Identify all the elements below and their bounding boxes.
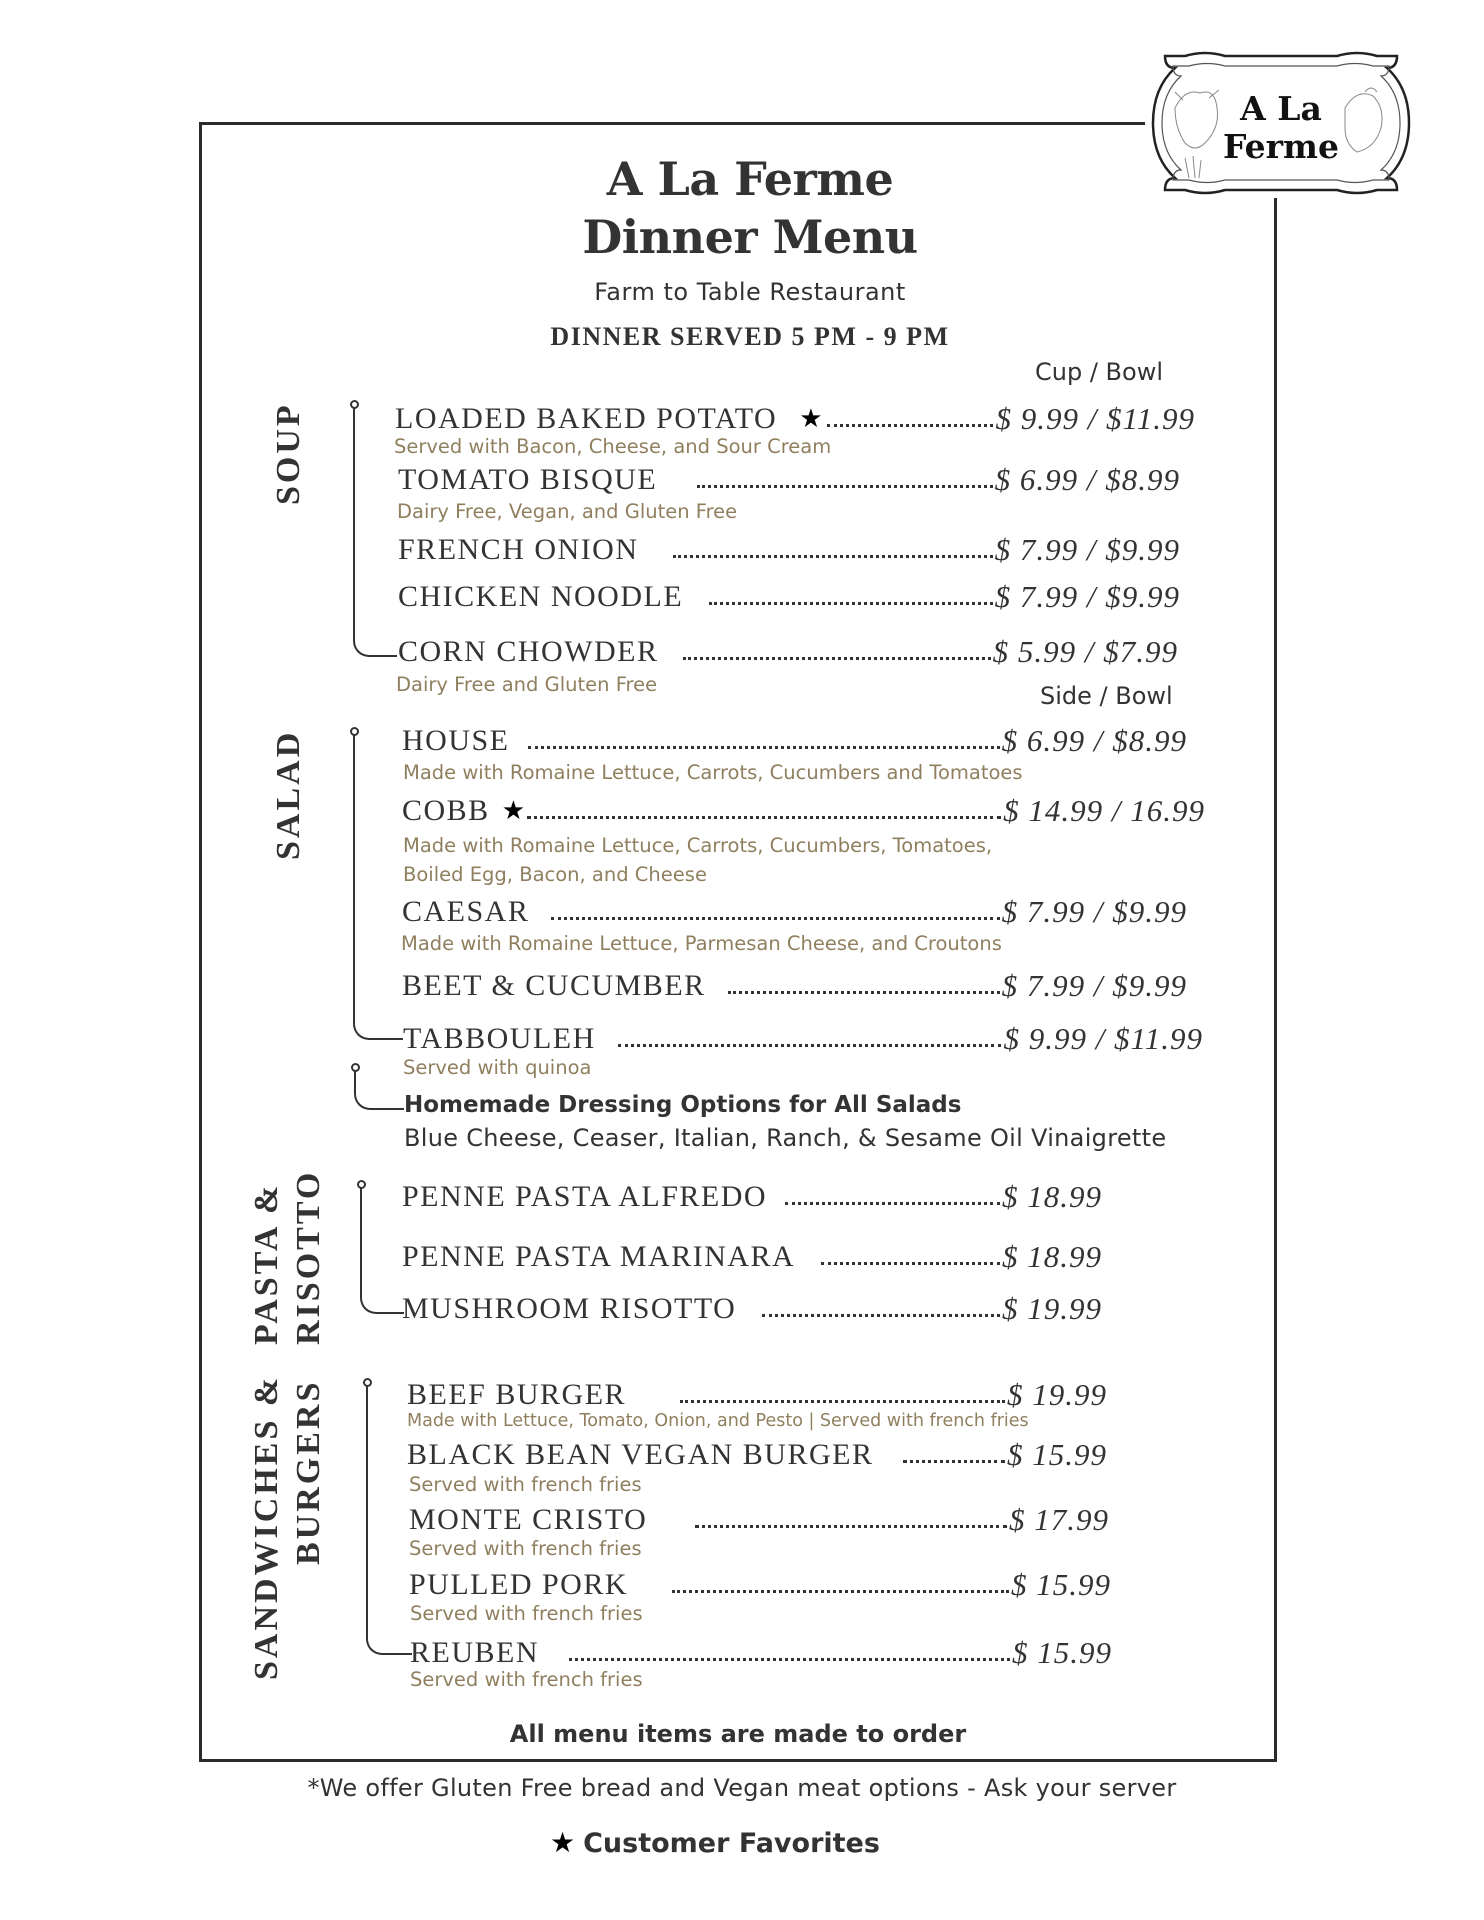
section-label-burgers: BURGERS	[290, 1379, 327, 1565]
item-description: Made with Romaine Lettuce, Carrots, Cucumbers and Tomatoes	[403, 761, 1023, 784]
dot-leader	[618, 1044, 1002, 1047]
item-description: Served with french fries	[409, 1473, 642, 1496]
dot-leader	[673, 555, 993, 558]
item-price: $ 7.99 / $9.99	[994, 532, 1180, 567]
dot-leader	[695, 1525, 1007, 1528]
logo-text	[1205, 90, 1357, 166]
section-label-sandwiches: SANDWICHES &	[248, 1374, 285, 1680]
item-name: CHICKEN NOODLE	[398, 580, 684, 613]
item-price: $ 15.99	[1012, 1635, 1112, 1670]
item-price: $ 19.99	[1007, 1377, 1107, 1412]
item-price: $ 18.99	[1002, 1179, 1102, 1214]
dot-leader	[827, 424, 994, 427]
dot-leader	[821, 1262, 1000, 1265]
menu-item	[402, 794, 1205, 828]
menu-item	[402, 969, 1187, 1003]
item-name: REUBEN	[410, 1636, 539, 1669]
menu-item	[402, 895, 1187, 929]
section-label-risotto: RISOTTO	[290, 1169, 327, 1345]
item-price: $ 19.99	[1002, 1291, 1102, 1326]
favorite-star-icon: ★	[501, 796, 526, 826]
item-name: CAESAR	[402, 895, 530, 928]
dot-leader	[785, 1202, 1000, 1205]
subtitle: Farm to Table Restaurant	[594, 278, 906, 306]
page-title-line-2: Dinner Menu	[582, 210, 918, 264]
dressing-list: Blue Cheese, Ceaser, Italian, Ranch, & Sesame Oil Vinaigrette	[404, 1124, 1167, 1152]
item-name: LOADED BAKED POTATO	[395, 402, 778, 435]
item-price: $ 5.99 / $7.99	[992, 634, 1178, 669]
menu-item	[402, 1180, 1102, 1214]
item-name: MUSHROOM RISOTTO	[402, 1292, 737, 1325]
item-name: PENNE PASTA ALFREDO	[402, 1180, 768, 1213]
section-label-pasta: PASTA &	[248, 1182, 285, 1345]
dot-leader	[680, 1400, 1005, 1403]
dot-leader	[697, 485, 992, 488]
pasta-bracket	[360, 1185, 404, 1314]
menu-item	[402, 1240, 1102, 1274]
dressing-bracket	[354, 1068, 404, 1110]
item-price: $ 6.99 / $8.99	[1001, 723, 1187, 758]
item-name: TABBOULEH	[403, 1022, 596, 1055]
favorites-label: Customer Favorites	[583, 1827, 880, 1859]
item-description: Served with french fries	[410, 1668, 643, 1691]
made-to-order-note: All menu items are made to order	[509, 1720, 967, 1748]
dot-leader	[762, 1314, 1000, 1317]
menu-item	[395, 402, 1195, 436]
menu-item	[409, 1568, 1111, 1602]
menu-item	[410, 1636, 1112, 1670]
favorite-star-icon: ★	[550, 1826, 576, 1859]
item-name: COBB	[402, 794, 490, 827]
dot-leader	[728, 991, 1000, 994]
item-description: Served with Bacon, Cheese, and Sour Cream	[394, 435, 832, 458]
item-name: PULLED PORK	[409, 1568, 629, 1601]
dietary-options-note: *We offer Gluten Free bread and Vegan meat options - Ask your server	[307, 1774, 1177, 1802]
menu-item	[398, 580, 1180, 614]
item-description: Made with Lettuce, Tomato, Onion, and Pesto | Served with french fries	[407, 1411, 1029, 1431]
item-description: Dairy Free, Vegan, and Gluten Free	[397, 500, 738, 523]
item-price: $ 7.99 / $9.99	[1001, 968, 1187, 1003]
item-price: $ 17.99	[1009, 1502, 1109, 1537]
menu-item	[409, 1503, 1109, 1537]
dressing-title: Homemade Dressing Options for All Salads	[404, 1092, 962, 1118]
item-price: $ 9.99 / $11.99	[995, 401, 1195, 436]
item-name: BEEF BURGER	[407, 1378, 627, 1411]
page-title: A La Ferme	[606, 152, 894, 206]
item-name: TOMATO BISQUE	[398, 463, 658, 496]
dot-leader	[709, 602, 992, 605]
dot-leader	[683, 657, 991, 660]
dot-leader	[672, 1590, 1009, 1593]
logo-line-2: Ferme	[1223, 127, 1339, 166]
item-description: Served with quinoa	[403, 1056, 592, 1079]
favorite-star-icon: ★	[799, 404, 823, 434]
menu-item	[402, 1292, 1102, 1326]
menu-item	[407, 1438, 1107, 1472]
item-price: $ 15.99	[1007, 1437, 1107, 1472]
item-description: Served with french fries	[410, 1602, 643, 1625]
restaurant-logo	[1145, 48, 1417, 198]
item-price: $ 6.99 / $8.99	[994, 462, 1180, 497]
item-price: $ 18.99	[1002, 1239, 1102, 1274]
item-description: Made with Romaine Lettuce, Parmesan Cheese, and Croutons	[401, 932, 1002, 955]
menu-item	[398, 533, 1180, 567]
item-name: BLACK BEAN VEGAN BURGER	[407, 1438, 874, 1471]
item-name: FRENCH ONION	[398, 533, 639, 566]
salad-bracket	[353, 732, 403, 1040]
item-price: $ 7.99 / $9.99	[994, 579, 1180, 614]
menu-item	[402, 724, 1187, 758]
item-name: HOUSE	[402, 724, 510, 757]
salad-column-header: Side / Bowl	[1040, 682, 1173, 710]
item-description: Dairy Free and Gluten Free	[396, 673, 658, 696]
item-price: $ 15.99	[1011, 1567, 1111, 1602]
sandwiches-bracket	[366, 1383, 412, 1655]
item-price: $ 14.99 / 16.99	[1003, 793, 1205, 828]
item-price: $ 9.99 / $11.99	[1003, 1021, 1203, 1056]
dot-leader	[551, 917, 999, 920]
menu-item	[398, 635, 1178, 669]
item-description: Served with french fries	[409, 1537, 642, 1560]
logo-line-1: A La	[1240, 89, 1322, 128]
item-name: PENNE PASTA MARINARA	[402, 1240, 796, 1273]
menu-item	[398, 463, 1180, 497]
item-name: CORN CHOWDER	[398, 635, 659, 668]
item-name: MONTE CRISTO	[409, 1503, 648, 1536]
section-label-soup: SOUP	[270, 402, 307, 505]
dot-leader	[903, 1460, 1005, 1463]
soup-column-header: Cup / Bowl	[1035, 358, 1163, 386]
favorites-legend	[550, 1826, 880, 1860]
item-price: $ 7.99 / $9.99	[1001, 894, 1187, 929]
item-description-line-2: Boiled Egg, Bacon, and Cheese	[403, 863, 707, 886]
item-name: BEET & CUCUMBER	[402, 969, 706, 1002]
dot-leader	[569, 1658, 1010, 1661]
dot-leader	[528, 746, 1000, 749]
soup-bracket	[353, 405, 397, 657]
item-description: Made with Romaine Lettuce, Carrots, Cucumbers, Tomatoes,	[403, 834, 993, 857]
dot-leader	[527, 816, 1001, 819]
menu-item	[403, 1022, 1203, 1056]
menu-item	[407, 1378, 1107, 1412]
service-hours: DINNER SERVED 5 PM - 9 PM	[550, 322, 950, 351]
section-label-salad: SALAD	[270, 729, 307, 860]
